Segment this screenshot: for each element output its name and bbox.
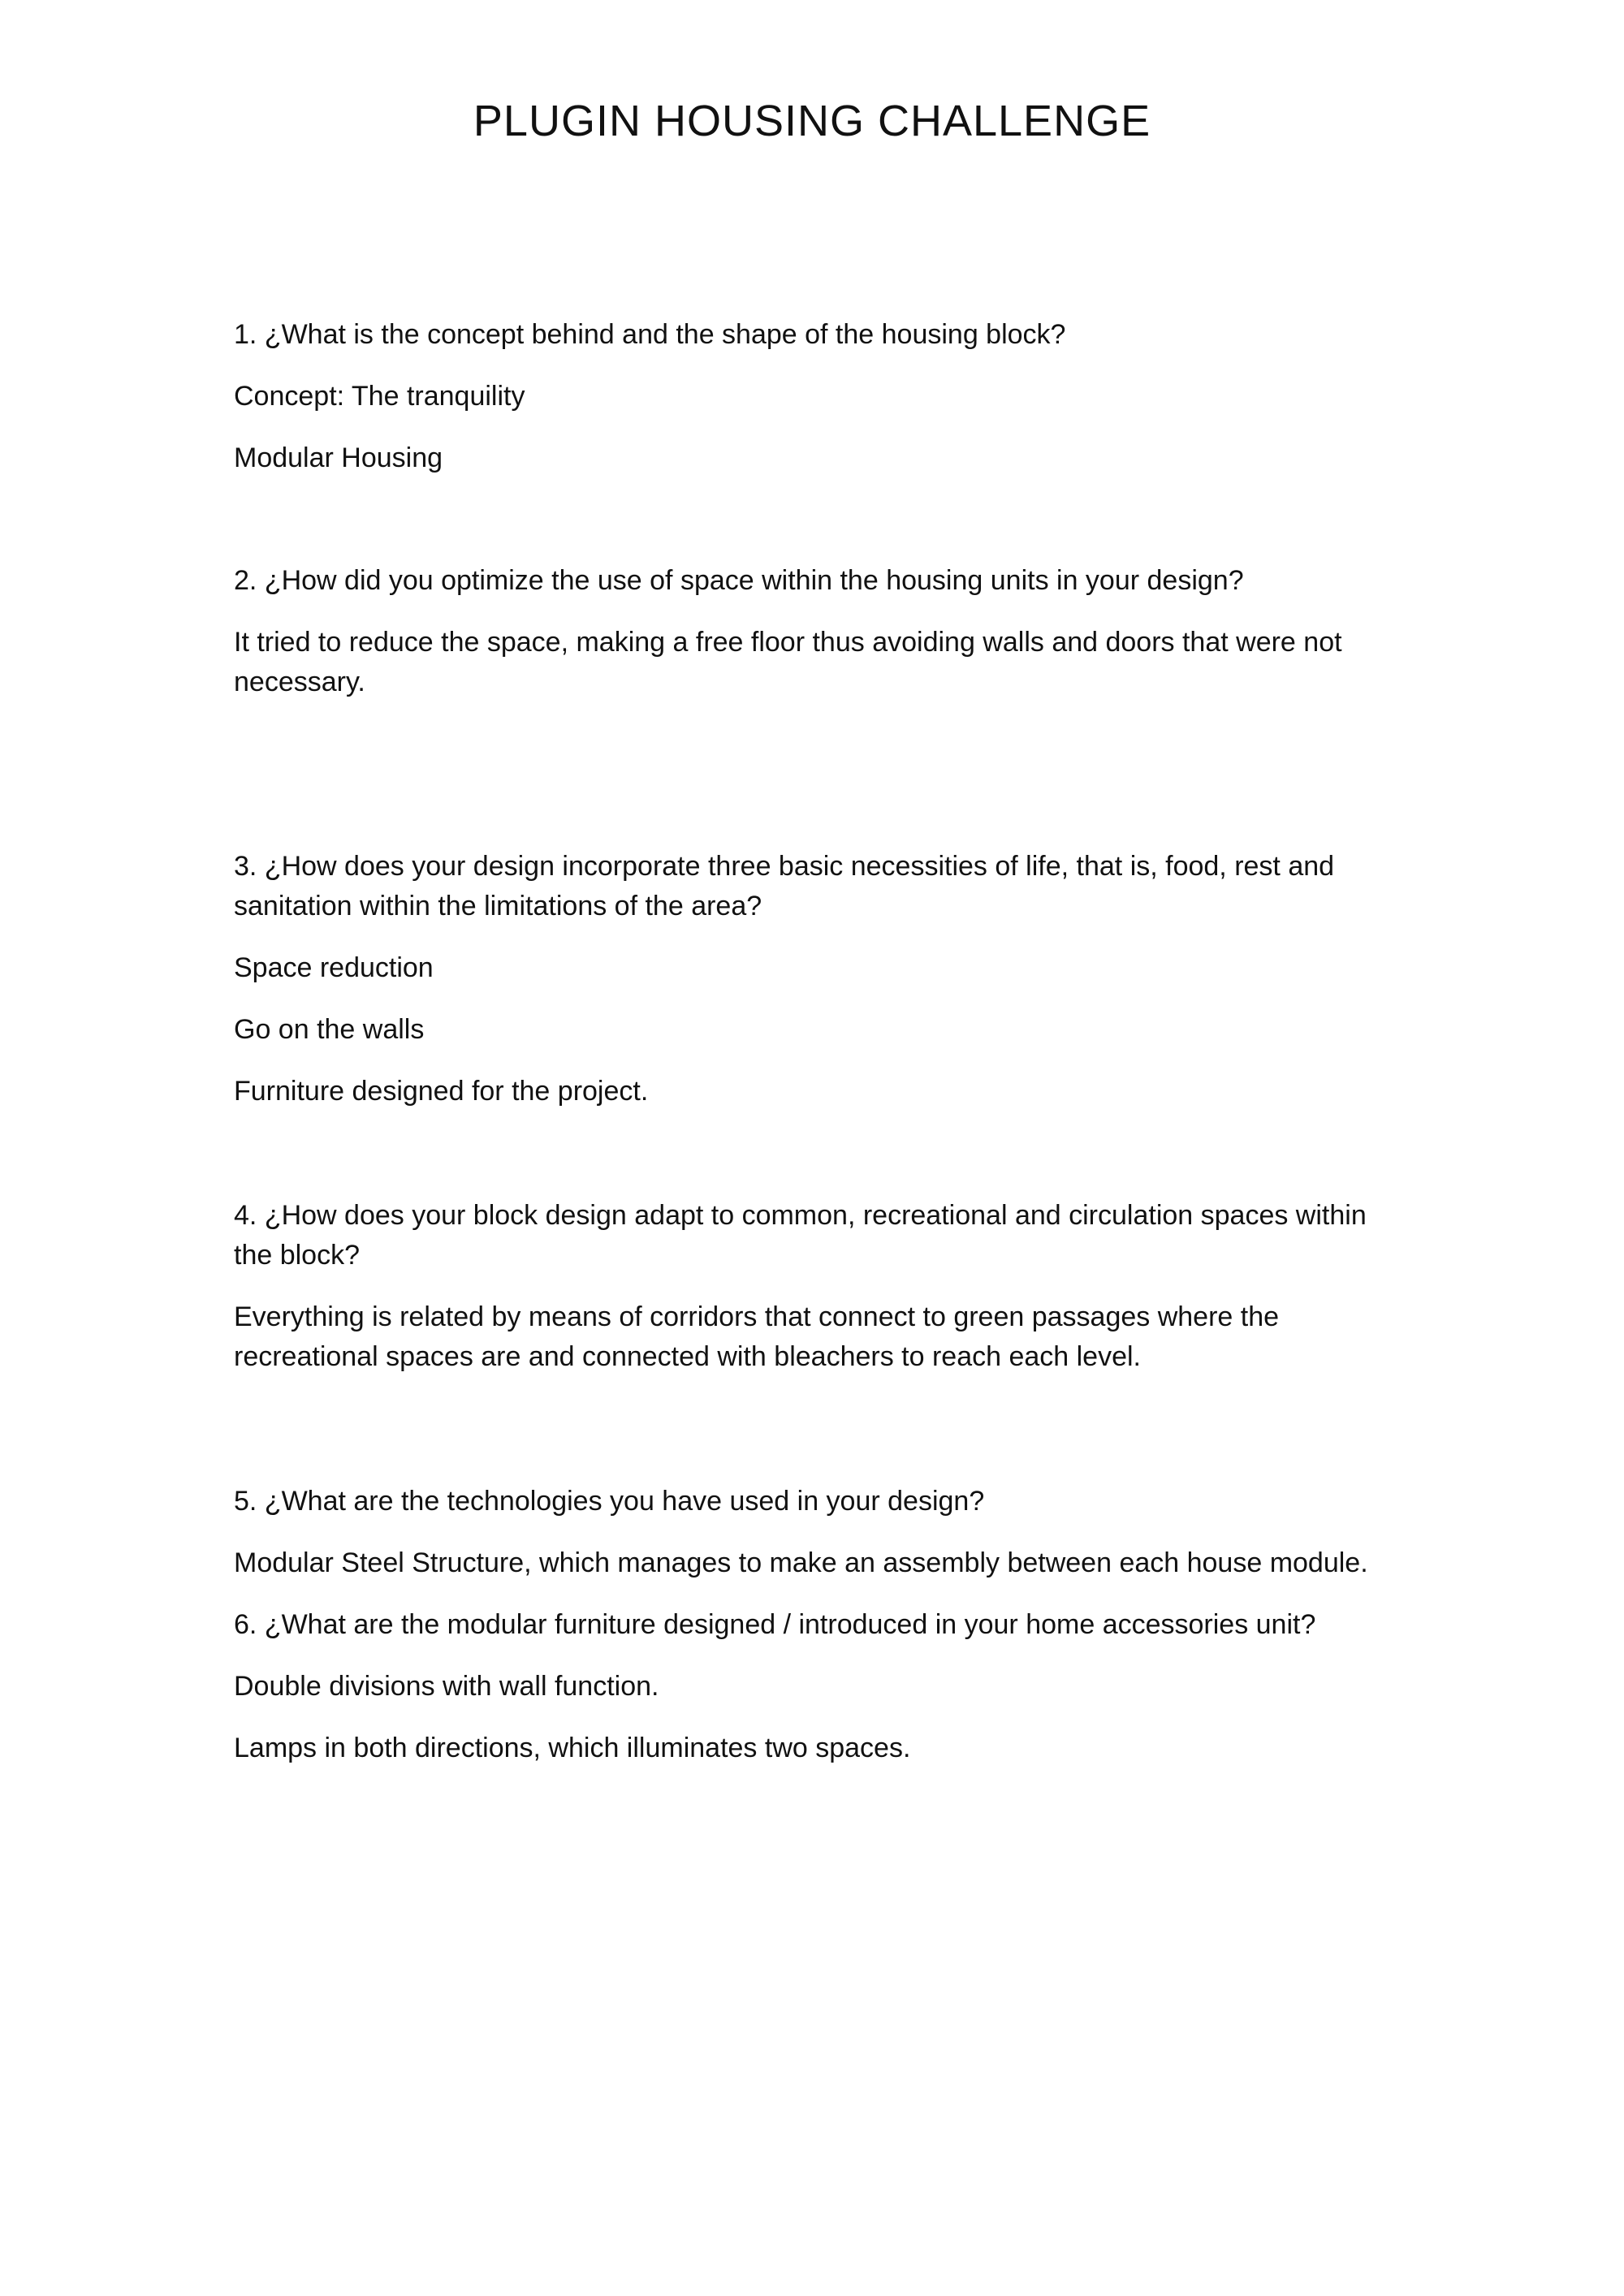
- answer-4-1: Everything is related by means of corridors that connect to green passages where the recreational spaces are and connected with bleachers to reach each level.: [234, 1301, 1280, 1372]
- answer-3-3: Furniture designed for the project.: [234, 1076, 649, 1107]
- section-4: [234, 1196, 1403, 1377]
- section-5: [234, 1482, 1403, 1583]
- question-6: 6. ¿What are the modular furniture designed / introduced in your home accessories unit?: [234, 1609, 1316, 1640]
- section-1: [234, 315, 1403, 478]
- question-2: 2. ¿How did you optimize the use of space within the housing units in your design?: [234, 565, 1244, 596]
- section-6: [234, 1605, 1403, 1768]
- answer-1-2: Modular Housing: [234, 442, 443, 473]
- answer-3-1: Space reduction: [234, 952, 434, 983]
- answer-1-1: Concept: The tranquility: [234, 381, 525, 412]
- section-3: [234, 847, 1403, 1111]
- question-5: 5. ¿What are the technologies you have used in your design?: [234, 1486, 985, 1517]
- question-4: 4. ¿How does your block design adapt to common, recreational and circulation spaces within the block?: [234, 1200, 1367, 1271]
- question-3: 3. ¿How does your design incorporate three basic necessities of life, that is, food, rest and sanitation within the limitations of the area?: [234, 851, 1335, 921]
- question-1: 1. ¿What is the concept behind and the shape of the housing block?: [234, 319, 1066, 350]
- answer-5-1: Modular Steel Structure, which manages to make an assembly between each house module.: [234, 1547, 1368, 1578]
- answer-3-2: Go on the walls: [234, 1014, 425, 1045]
- answer-2-1: It tried to reduce the space, making a free floor thus avoiding walls and doors that were not necessary.: [234, 627, 1342, 697]
- section-2: [234, 561, 1403, 702]
- answer-6-2: Lamps in both directions, which illuminates two spaces.: [234, 1733, 911, 1763]
- answer-6-1: Double divisions with wall function.: [234, 1671, 659, 1702]
- document-title: PLUGIN HOUSING CHALLENGE: [473, 97, 1151, 145]
